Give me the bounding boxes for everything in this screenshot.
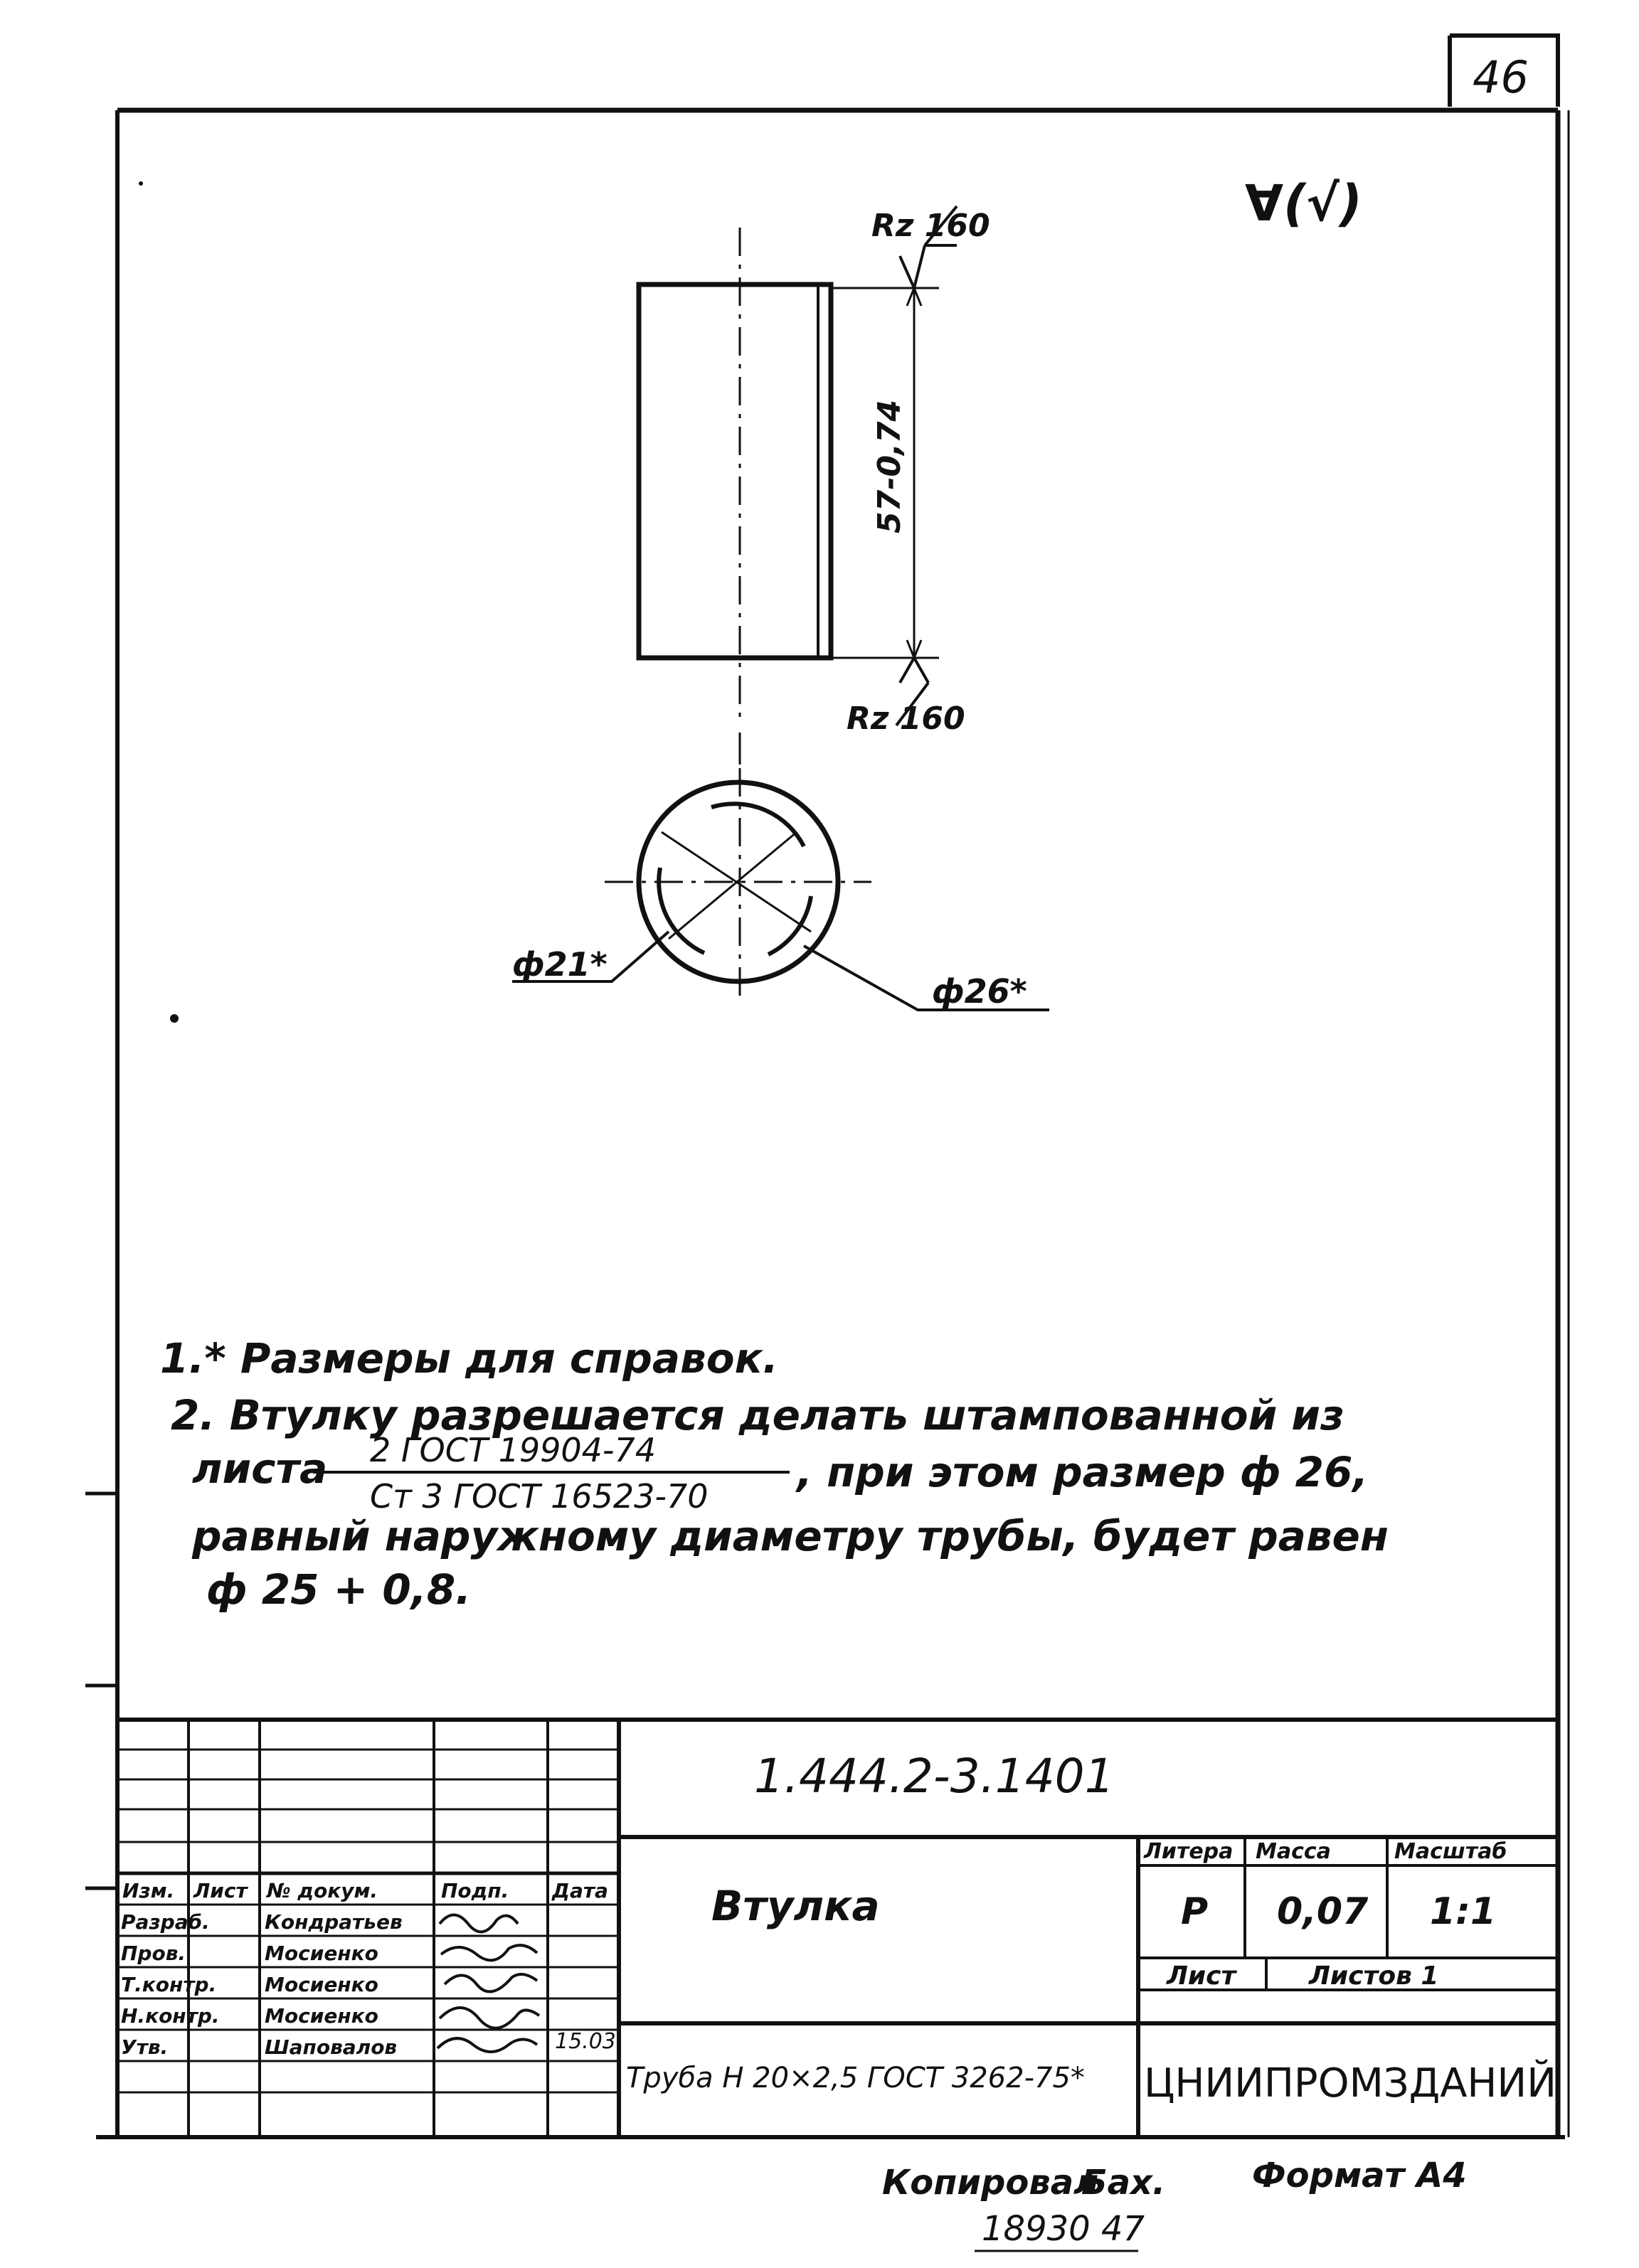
- inner-diameter-label: ф21*: [512, 945, 608, 984]
- part-name: Втулка: [711, 1882, 880, 1930]
- end-view: [605, 733, 871, 996]
- note-2-line-1: 2. Втулку разрешается делать штампованной из: [171, 1391, 1344, 1439]
- note-2-line-4: ф 25 + 0,8.: [206, 1565, 472, 1614]
- fraction-bottom: Ст 3 ГОСТ 16523-70: [370, 1477, 709, 1516]
- role-checker: Пров.: [121, 1942, 186, 1965]
- massa-value: 0,07: [1277, 1890, 1369, 1933]
- organization: ЦНИИПРОМЗДАНИЙ: [1144, 2060, 1558, 2107]
- column-litera: Литера: [1144, 1839, 1234, 1864]
- role-approver: Утв.: [121, 2035, 169, 2059]
- column-scale: Масштаб: [1394, 1839, 1507, 1864]
- note-2-word: листа: [192, 1444, 328, 1493]
- header-list: Лист: [193, 1879, 248, 1902]
- document-designation: 1.444.2-3.1401: [754, 1749, 1115, 1804]
- note-1: 1.* Размеры для справок.: [160, 1334, 778, 1383]
- sheet-number: 46: [1473, 51, 1529, 103]
- role-tech-control: Т.контр.: [121, 1973, 217, 1996]
- copied-label: Копировал: [882, 2163, 1099, 2203]
- name-checker: Мосиенко: [265, 1942, 378, 1965]
- sheets-label: Листов 1: [1309, 1961, 1439, 1991]
- length-dimension-label: 57-0,74: [871, 399, 908, 533]
- side-view: [639, 228, 831, 718]
- signature-date: 15.03: [555, 2029, 616, 2054]
- role-developer: Разраб.: [121, 1910, 210, 1934]
- note-2-continuation: , при этом размер ф 26,: [797, 1448, 1369, 1496]
- name-tech-control: Мосиенко: [265, 1973, 378, 1996]
- note-2-line-3: равный наружному диаметру трубы, будет равен: [192, 1512, 1389, 1560]
- copied-by: Бах.: [1081, 2163, 1166, 2203]
- name-approver: Шаповалов: [265, 2035, 398, 2059]
- column-massa: Масса: [1256, 1839, 1331, 1864]
- roughness-top-label: Rz 160: [871, 208, 990, 244]
- scale-value: 1:1: [1430, 1890, 1497, 1933]
- material: Труба Н 20×2,5 ГОСТ 3262-75*: [626, 2062, 1085, 2094]
- roughness-symbol: ∀(√): [1245, 174, 1362, 233]
- name-developer: Кондратьев: [265, 1910, 403, 1934]
- role-norm-control: Н.контр.: [121, 2004, 220, 2028]
- sheet-number-box: [1450, 36, 1558, 107]
- header-sign: Подп.: [441, 1879, 509, 1902]
- header-doc: № докум.: [267, 1879, 378, 1902]
- name-norm-control: Мосиенко: [265, 2004, 378, 2028]
- outer-diameter-label: ф26*: [932, 972, 1027, 1011]
- sheet-label: Лист: [1167, 1961, 1236, 1991]
- scan-specks: [139, 181, 179, 1023]
- archive-number: 18930 47: [982, 2209, 1145, 2249]
- header-izm: Изм.: [122, 1879, 175, 1902]
- fraction-top: 2 ГОСТ 19904-74: [370, 1431, 657, 1469]
- format-label: Формат А4: [1252, 2156, 1467, 2195]
- roughness-bottom-label: Rz 160: [847, 701, 965, 737]
- margin-marks: [85, 1494, 117, 1888]
- litera-value: Р: [1181, 1890, 1209, 1933]
- technical-notes: [160, 1334, 1389, 1614]
- header-date: Дата: [552, 1879, 608, 1902]
